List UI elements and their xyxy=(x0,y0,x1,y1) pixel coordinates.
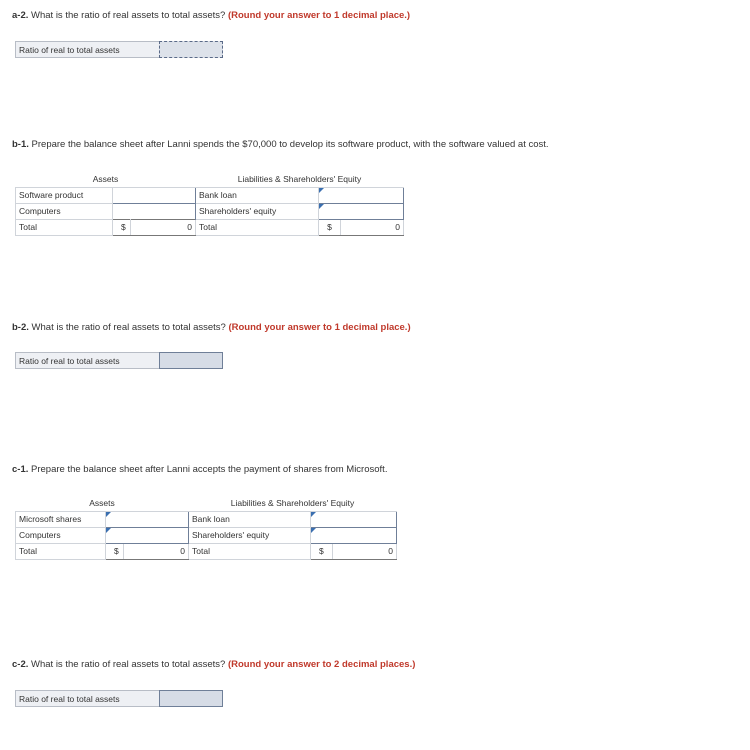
assets-header: Assets xyxy=(16,171,196,187)
question-label: c-2. xyxy=(12,659,29,670)
bank-loan-input[interactable] xyxy=(319,187,404,203)
liability-label: Total xyxy=(189,543,311,559)
liability-label: Shareholders' equity xyxy=(196,203,319,219)
question-label: b-1. xyxy=(12,139,29,150)
asset-label: Total xyxy=(16,219,113,235)
question-label: b-2. xyxy=(12,322,29,333)
currency-symbol: $ xyxy=(319,219,341,235)
ratio-input-b2[interactable] xyxy=(159,352,223,369)
software-product-input[interactable] xyxy=(113,187,196,203)
liability-label: Bank loan xyxy=(196,187,319,203)
question-label: c-1. xyxy=(12,464,29,475)
ratio-label: Ratio of real to total assets xyxy=(15,352,160,369)
flag-icon xyxy=(319,188,324,193)
ratio-row-c2 xyxy=(15,690,223,707)
flag-icon xyxy=(319,204,324,209)
question-c1 xyxy=(12,464,387,475)
question-text: What is the ratio of real assets to total assets? xyxy=(28,10,228,21)
question-text: What is the ratio of real assets to total assets? xyxy=(28,659,228,670)
flag-icon xyxy=(311,512,316,517)
computers-input[interactable] xyxy=(106,527,189,543)
total-assets-value: 0 xyxy=(124,543,189,559)
asset-label: Software product xyxy=(16,187,113,203)
bank-loan-input[interactable] xyxy=(311,511,397,527)
ratio-input-a2[interactable] xyxy=(159,41,223,58)
question-text: Prepare the balance sheet after Lanni accepts the payment of shares from Microsoft. xyxy=(28,464,388,475)
rounding-hint: (Round your answer to 1 decimal place.) xyxy=(228,322,411,333)
liabilities-header: Liabilities & Shareholders' Equity xyxy=(196,171,404,187)
question-text: What is the ratio of real assets to total assets? xyxy=(28,322,229,333)
flag-icon xyxy=(106,512,111,517)
flag-icon xyxy=(311,528,316,533)
shareholders-equity-input[interactable] xyxy=(319,203,404,219)
shareholders-equity-input[interactable] xyxy=(311,527,397,543)
total-liabilities-value: 0 xyxy=(341,219,404,235)
currency-symbol: $ xyxy=(311,543,333,559)
asset-label: Computers xyxy=(16,527,106,543)
rounding-hint: (Round your answer to 1 decimal place.) xyxy=(227,10,411,21)
asset-label: Total xyxy=(16,543,106,559)
question-a2 xyxy=(12,10,410,21)
ratio-row-a2 xyxy=(15,41,223,58)
question-text: Prepare the balance sheet after Lanni spends the $70,000 to develop its software product, with the software valued at cost. xyxy=(28,139,549,150)
question-label: a-2. xyxy=(12,10,29,21)
liability-label: Shareholders' equity xyxy=(189,527,311,543)
total-assets-value: 0 xyxy=(131,219,196,235)
ratio-input-c2[interactable] xyxy=(159,690,223,707)
question-b2 xyxy=(12,322,411,333)
assets-header: Assets xyxy=(16,495,189,511)
ratio-row-b2 xyxy=(15,352,223,369)
asset-label: Microsoft shares xyxy=(16,511,106,527)
question-c2 xyxy=(12,659,415,670)
question-b1 xyxy=(12,139,549,150)
liabilities-header: Liabilities & Shareholders' Equity xyxy=(189,495,397,511)
asset-label: Computers xyxy=(16,203,113,219)
computers-input[interactable] xyxy=(113,203,196,219)
liability-label: Bank loan xyxy=(189,511,311,527)
rounding-hint: (Round your answer to 2 decimal places.) xyxy=(227,659,416,670)
microsoft-shares-input[interactable] xyxy=(106,511,189,527)
balance-sheet-c1 xyxy=(15,495,397,560)
ratio-label: Ratio of real to total assets xyxy=(15,41,160,58)
currency-symbol: $ xyxy=(113,219,131,235)
liability-label: Total xyxy=(196,219,319,235)
total-liabilities-value: 0 xyxy=(333,543,397,559)
ratio-label: Ratio of real to total assets xyxy=(15,690,160,707)
balance-sheet-b1 xyxy=(15,171,404,236)
flag-icon xyxy=(106,528,111,533)
currency-symbol: $ xyxy=(106,543,124,559)
